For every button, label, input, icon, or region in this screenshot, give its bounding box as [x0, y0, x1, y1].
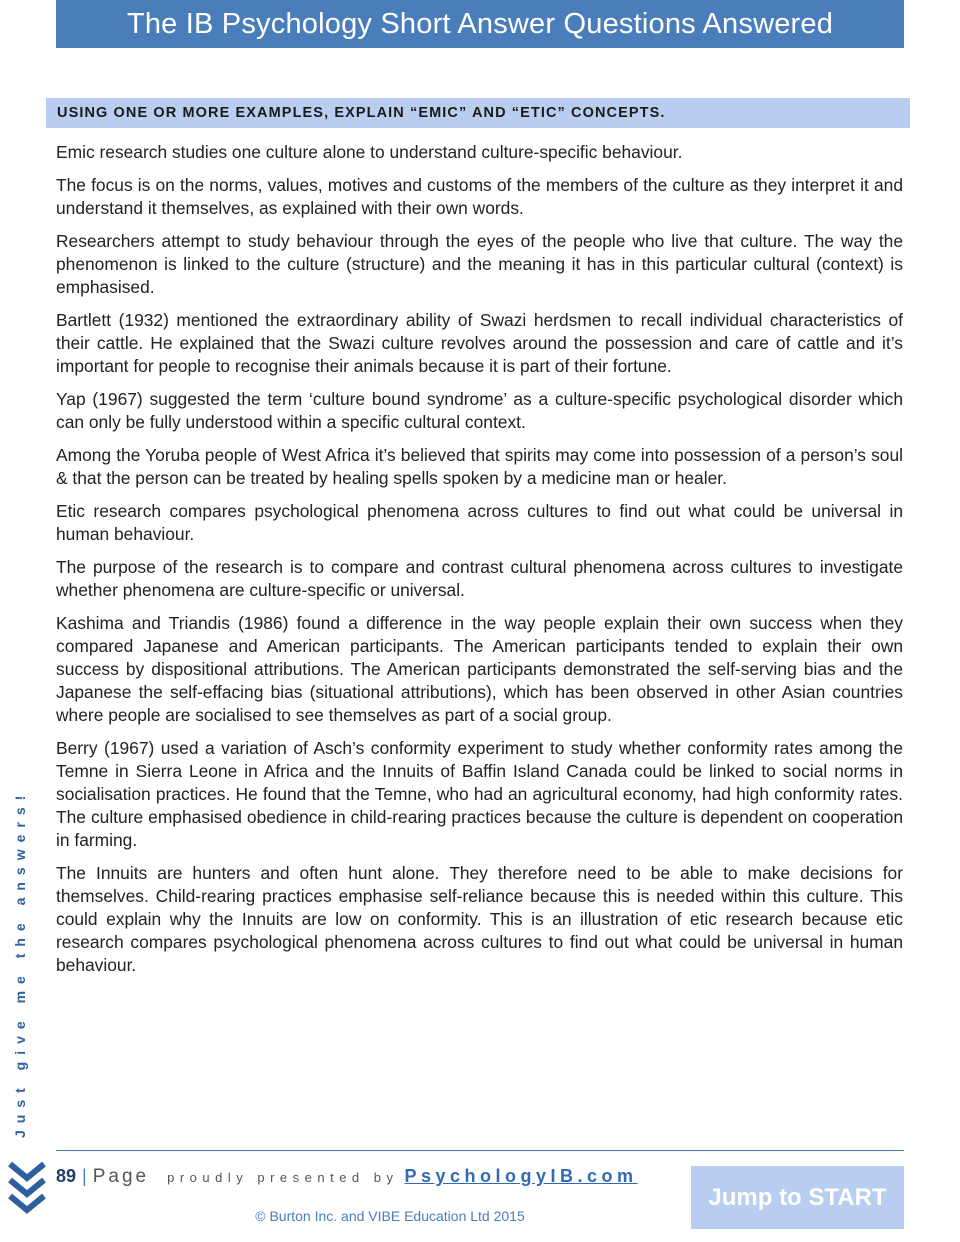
paragraph: The Innuits are hunters and often hunt alone. They therefore need to be able to make decisions for themselves. Child-rearing practices emphasise self-reliance because this is needed within this culture. This could explain why the Innuits are low on conformity. This is an illustration of etic research because etic research compares psychological phenomena across cultures to find out what could be universal in human behaviour.: [56, 863, 903, 975]
paragraph: The focus is on the norms, values, motives and customs of the members of the culture as they interpret it and understand it themselves, as explained with their own words.: [56, 175, 903, 218]
footer-divider: [56, 1150, 904, 1151]
brand-link[interactable]: PsychologyIB.com: [404, 1166, 638, 1186]
paragraph: Kashima and Triandis (1986) found a difference in the way people explain their own success when they compared Japanese and American participants. The American participants tended to explain their own success by dispositional attributions. The American participants demonstrated the self-serving bias and the Japanese the self-effacing bias (situational attributions), which has been observed in other Asian countries where people are socialised to see themselves as part of a social group.: [56, 613, 903, 725]
paragraph: Berry (1967) used a variation of Asch’s conformity experiment to study whether conformity rates among the Temne in Sierra Leone in Africa and the Innuits of Baffin Island Canada could be linked to social norms in socialisation practices. He found that the Temne, who had an agricultural economy, had high conformity rates. The culture emphasised obedience in child-rearing practices because the culture is dependent on cooperation in farming.: [56, 738, 903, 850]
paragraph: Bartlett (1932) mentioned the extraordinary ability of Swazi herdsmen to recall individual characteristics of their cattle. He explained that the Swazi culture revolves around the possession and care of cattle and it’s important for people to recognise their animals because it is part of their fortune.: [56, 310, 903, 376]
paragraph: The purpose of the research is to compare and contrast cultural phenomena across cultures to investigate whether phenomena are culture-specific or universal.: [56, 557, 903, 600]
page-number: 89: [56, 1166, 77, 1186]
presented-by-text: proudly presented by: [167, 1170, 399, 1185]
paragraph: Researchers attempt to study behaviour through the eyes of the people who live that culture. The way the phenomenon is linked to the culture (structure) and the meaning it has in this particular cultural (context) is emphasised.: [56, 231, 903, 297]
page-label: Page: [92, 1166, 150, 1187]
paragraph: Yap (1967) suggested the term ‘culture bound syndrome’ as a culture-specific psychological disorder which can only be fully understood within a specific cultural context.: [56, 389, 903, 432]
page-separator: |: [82, 1166, 87, 1186]
paragraph: Etic research compares psychological phenomena across cultures to find out what could be universal in human behaviour.: [56, 501, 903, 544]
answer-body: [56, 141, 903, 987]
copyright-notice: © Burton Inc. and VIBE Education Ltd 2015: [255, 1208, 525, 1224]
paragraph: Among the Yoruba people of West Africa it’s believed that spirits may come into possession of a person’s soul & that the person can be treated by healing spells spoken by a medicine man or healer.: [56, 445, 903, 488]
page-title: The IB Psychology Short Answer Questions Answered: [56, 0, 904, 48]
footer-page-info: [56, 1163, 638, 1189]
sidebar-tagline: Just give me the answers!: [12, 788, 28, 1138]
paragraph: Emic research studies one culture alone to understand culture-specific behaviour.: [56, 142, 683, 162]
jump-to-start-button[interactable]: Jump to START: [691, 1166, 904, 1229]
chevron-down-icon: [6, 1158, 48, 1216]
question-heading: USING ONE OR MORE EXAMPLES, EXPLAIN “EMIC” AND “ETIC” CONCEPTS.: [46, 98, 910, 128]
